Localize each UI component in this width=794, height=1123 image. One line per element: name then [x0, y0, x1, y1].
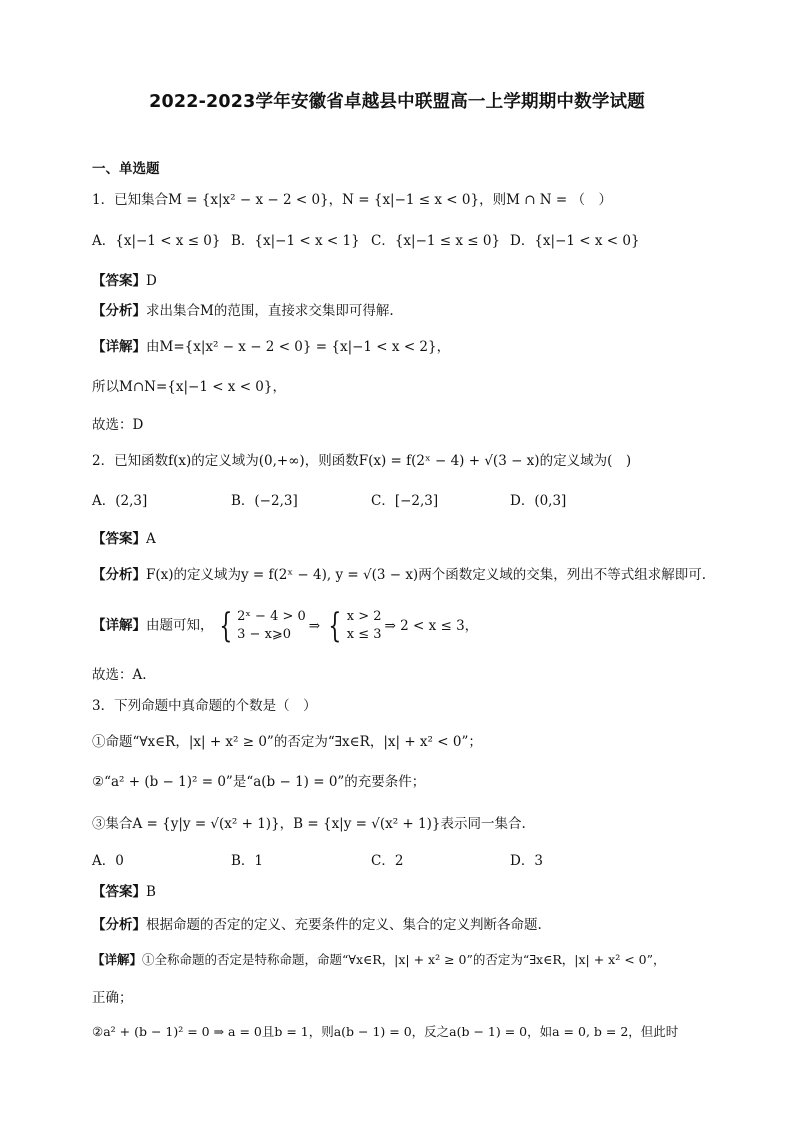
q1-option-a: A．{x|−1 < x ≤ 0}	[92, 233, 221, 249]
q3-option-a: A．0	[92, 853, 124, 869]
q1-detail	[92, 338, 450, 356]
q3-item-1: ①命题“∀x∈R，|x| + x² ≥ 0”的否定为“∃x∈R，|x| + x² < 0”；	[92, 734, 482, 750]
answer-value: D	[146, 273, 157, 289]
detail-result: ⇒ 2 < x ≤ 3，	[384, 618, 479, 634]
q2-analysis	[92, 566, 706, 584]
analysis-text: F(x)的定义域为y = f(2ˣ − 4), y = √(3 − x)两个函数定义域的交集，列出不等式组求解即可.	[146, 567, 706, 583]
q1-option-b: B．{x|−1 < x < 1}	[231, 233, 360, 249]
q3-option-b: B．1	[231, 853, 264, 869]
detail-text: ①全称命题的否定是特称命题，命题“∀x∈R，|x| + x² ≥ 0”的否定为“∃x∈R，|x| + x² < 0”，	[142, 952, 666, 967]
question-3-stem: 3．下列命题中真命题的个数是（ ）	[92, 698, 317, 714]
q2-answer	[92, 530, 156, 548]
question-1-stem: 1．已知集合M = {x|x² − x − 2 < 0}，N = {x|−1 ≤ x < 0}，则M ∩ N = （ ）	[92, 192, 613, 208]
q2-option-d: D．(0,3]	[510, 493, 567, 509]
analysis-label: 【分析】	[92, 303, 146, 319]
q1-answer	[92, 272, 157, 290]
detail-label: 【详解】	[92, 617, 146, 634]
q3-item-3: ③集合A = {y|y = √(x² + 1)}，B = {x|y = √(x² + 1)}表示同一集合.	[92, 816, 526, 832]
answer-label: 【答案】	[92, 273, 146, 289]
system-row: 2ˣ − 4 > 0	[237, 609, 306, 624]
q1-option-c: C．{x|−1 ≤ x ≤ 0}	[371, 233, 501, 249]
q1-option-d: D．{x|−1 < x < 0}	[510, 233, 640, 249]
section-heading: 一、单选题	[92, 161, 160, 177]
q2-option-c: C．[−2,3]	[371, 493, 439, 509]
q1-choice: 故选：D	[92, 417, 144, 433]
q3-option-c: C．2	[371, 853, 404, 869]
analysis-text: 求出集合M的范围，直接求交集即可得解.	[146, 303, 394, 319]
q3-option-d: D．3	[510, 853, 543, 869]
detail-label: 【详解】	[92, 339, 146, 355]
q3-detail	[92, 951, 666, 969]
q2-option-b: B．(−2,3]	[231, 493, 298, 509]
system-row: 3 − x⩾0	[237, 627, 292, 642]
analysis-text: 根据命题的否定的定义、充要条件的定义、集合的定义判断各命题.	[146, 917, 542, 933]
detail-prefix: 由题可知，	[146, 617, 214, 634]
q3-analysis	[92, 916, 542, 934]
brace-icon: {	[218, 606, 232, 646]
inequality-system-right	[347, 608, 382, 644]
q1-analysis	[92, 302, 394, 320]
detail-label: 【详解】	[92, 952, 143, 967]
q2-choice: 故选：A.	[92, 667, 147, 683]
answer-value: A	[146, 531, 156, 547]
analysis-label: 【分析】	[92, 567, 146, 583]
implies-arrow: ⇒	[308, 618, 321, 634]
brace-icon: {	[328, 606, 342, 646]
q3-item-2: ②“a² + (b − 1)² = 0”是“a(b − 1) = 0”的充要条件；	[92, 774, 426, 790]
q1-detail-2: 所以M∩N={x|−1 < x < 0}，	[92, 379, 286, 395]
inequality-system-left	[237, 608, 306, 644]
question-2-stem: 2．已知函数f(x)的定义域为(0,+∞)，则函数F(x) = f(2ˣ − 4) + √(3 − x)的定义域为( )	[92, 453, 632, 469]
answer-label: 【答案】	[92, 531, 146, 547]
answer-value: B	[146, 884, 156, 900]
q3-answer	[92, 883, 156, 901]
q3-detail-2: ②a² + (b − 1)² = 0 ⇒ a = 0且b = 1，则a(b − 1) = 0，反之a(b − 1) = 0，如a = 0, b = 2，但此时	[92, 1024, 679, 1039]
analysis-label: 【分析】	[92, 917, 146, 933]
q3-detail-continued: 正确；	[92, 990, 133, 1006]
system-row: x ≤ 3	[346, 627, 382, 642]
detail-text: 由M={x|x² − x − 2 < 0} = {x|−1 < x < 2}，	[146, 339, 451, 355]
q2-option-a: A．(2,3]	[92, 493, 148, 509]
page-title: 2022-2023学年安徽省卓越县中联盟高一上学期期中数学试题	[149, 92, 645, 112]
q2-detail	[92, 608, 478, 644]
system-row: x > 2	[346, 609, 382, 624]
answer-label: 【答案】	[92, 884, 146, 900]
